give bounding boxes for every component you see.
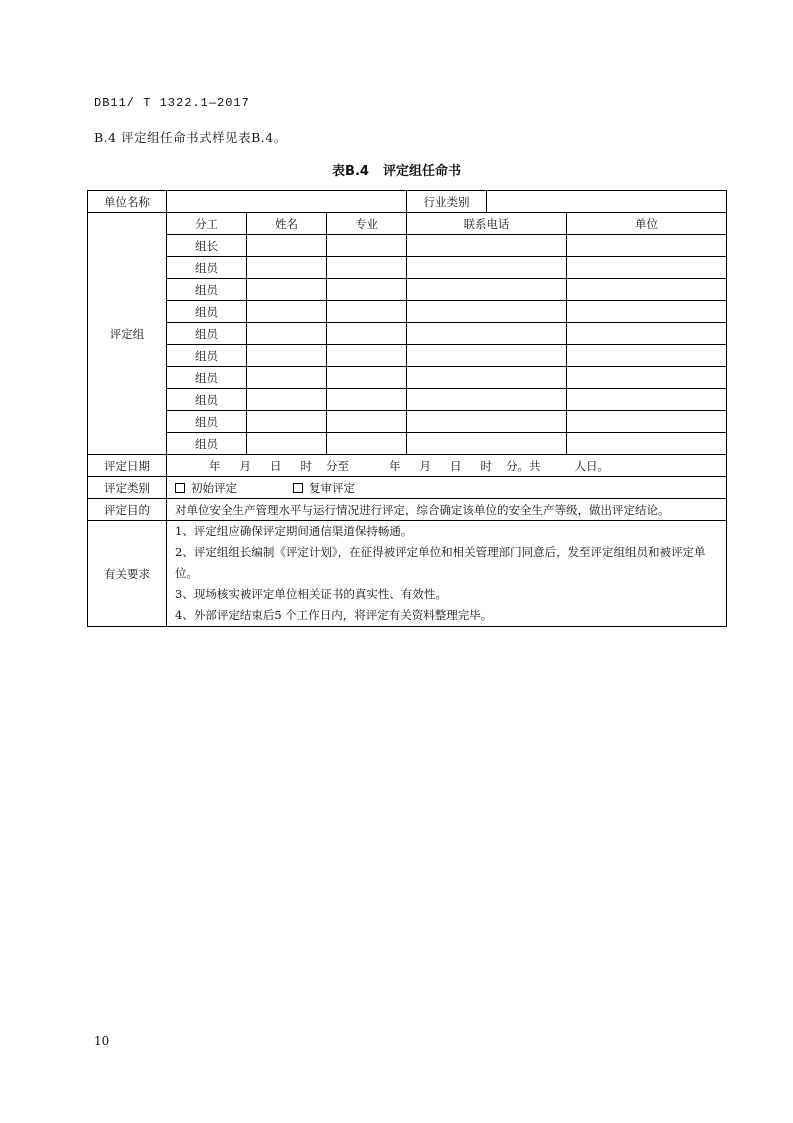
role-cell: 组员 bbox=[167, 389, 247, 411]
member-major-field[interactable] bbox=[327, 389, 407, 411]
member-phone-field[interactable] bbox=[407, 433, 567, 455]
appointment-form-table bbox=[87, 190, 727, 627]
team-member-row bbox=[88, 367, 727, 389]
column-header-major: 专业 bbox=[327, 213, 407, 235]
member-name-field[interactable] bbox=[247, 411, 327, 433]
purpose-text: 对单位安全生产管理水平与运行情况进行评定，综合确定该单位的安全生产等级，做出评定结论。 bbox=[167, 499, 727, 521]
member-phone-field[interactable] bbox=[407, 345, 567, 367]
member-major-field[interactable] bbox=[327, 301, 407, 323]
member-name-field[interactable] bbox=[247, 345, 327, 367]
column-header-role: 分工 bbox=[167, 213, 247, 235]
team-label: 评定组 bbox=[88, 213, 167, 455]
member-name-field[interactable] bbox=[247, 257, 327, 279]
member-phone-field[interactable] bbox=[407, 301, 567, 323]
date-person-days: 人日。 bbox=[574, 458, 609, 473]
intro-text: B.4 评定组任命书式样见表B.4。 bbox=[94, 130, 287, 145]
document-code: DB11/ T 1322.1—2017 bbox=[94, 96, 250, 110]
member-major-field[interactable] bbox=[327, 323, 407, 345]
member-name-field[interactable] bbox=[247, 323, 327, 345]
unit-name-label: 单位名称 bbox=[88, 191, 167, 213]
member-name-field[interactable] bbox=[247, 389, 327, 411]
date-end-month: 月 bbox=[419, 458, 431, 473]
role-cell: 组员 bbox=[167, 367, 247, 389]
member-phone-field[interactable] bbox=[407, 367, 567, 389]
member-phone-field[interactable] bbox=[407, 389, 567, 411]
date-end-year: 年 bbox=[389, 458, 401, 473]
member-name-field[interactable] bbox=[247, 301, 327, 323]
date-start-month: 月 bbox=[239, 458, 251, 473]
member-unit-field[interactable] bbox=[567, 279, 727, 301]
member-major-field[interactable] bbox=[327, 367, 407, 389]
member-unit-field[interactable] bbox=[567, 235, 727, 257]
requirement-item: 2、评定组组长编制《评定计划》，在征得被评定单位和相关管理部门同意后，发至评定组组员和被评定单位。 bbox=[175, 545, 706, 580]
member-unit-field[interactable] bbox=[567, 345, 727, 367]
member-unit-field[interactable] bbox=[567, 433, 727, 455]
role-cell: 组员 bbox=[167, 345, 247, 367]
member-name-field[interactable] bbox=[247, 367, 327, 389]
team-member-row bbox=[88, 323, 727, 345]
option-initial[interactable] bbox=[175, 480, 237, 496]
team-member-row bbox=[88, 411, 727, 433]
member-name-field[interactable] bbox=[247, 433, 327, 455]
member-phone-field[interactable] bbox=[407, 235, 567, 257]
member-major-field[interactable] bbox=[327, 433, 407, 455]
option-review[interactable] bbox=[293, 480, 355, 496]
page-number: 10 bbox=[94, 1034, 110, 1048]
date-field[interactable] bbox=[167, 455, 727, 477]
member-major-field[interactable] bbox=[327, 345, 407, 367]
member-unit-field[interactable] bbox=[567, 367, 727, 389]
member-phone-field[interactable] bbox=[407, 323, 567, 345]
role-cell: 组员 bbox=[167, 301, 247, 323]
member-major-field[interactable] bbox=[327, 411, 407, 433]
category-row bbox=[88, 477, 727, 499]
date-end-minute: 分。共 bbox=[506, 458, 541, 473]
checkbox-icon[interactable] bbox=[293, 483, 303, 493]
table-number: 表B.4 bbox=[332, 164, 369, 179]
industry-label: 行业类别 bbox=[407, 191, 487, 213]
column-header-unit: 单位 bbox=[567, 213, 727, 235]
requirement-item: 3、现场核实被评定单位相关证书的真实性、有效性。 bbox=[175, 587, 447, 601]
column-header-phone: 联系电话 bbox=[407, 213, 567, 235]
role-cell: 组员 bbox=[167, 433, 247, 455]
member-major-field[interactable] bbox=[327, 279, 407, 301]
requirements-label: 有关要求 bbox=[88, 521, 167, 627]
team-member-row bbox=[88, 257, 727, 279]
member-name-field[interactable] bbox=[247, 279, 327, 301]
date-row bbox=[88, 455, 727, 477]
team-member-row bbox=[88, 235, 727, 257]
requirements-row bbox=[88, 521, 727, 627]
date-label: 评定日期 bbox=[88, 455, 167, 477]
category-options bbox=[167, 477, 727, 499]
checkbox-icon[interactable] bbox=[175, 483, 185, 493]
member-phone-field[interactable] bbox=[407, 411, 567, 433]
option-review-label: 复审评定 bbox=[309, 480, 355, 495]
purpose-row bbox=[88, 499, 727, 521]
option-initial-label: 初始评定 bbox=[191, 480, 237, 495]
member-unit-field[interactable] bbox=[567, 389, 727, 411]
requirement-item: 1、评定组应确保评定期间通信渠道保持畅通。 bbox=[175, 524, 413, 538]
team-member-row bbox=[88, 301, 727, 323]
industry-field[interactable] bbox=[487, 191, 727, 213]
date-end-hour: 时 bbox=[480, 458, 492, 473]
role-cell: 组员 bbox=[167, 257, 247, 279]
role-cell: 组员 bbox=[167, 279, 247, 301]
role-cell: 组员 bbox=[167, 411, 247, 433]
team-member-row bbox=[88, 433, 727, 455]
date-start-hour: 时 bbox=[300, 458, 312, 473]
date-start-year: 年 bbox=[209, 458, 221, 473]
team-member-row bbox=[88, 389, 727, 411]
role-cell: 组员 bbox=[167, 323, 247, 345]
member-phone-field[interactable] bbox=[407, 257, 567, 279]
member-unit-field[interactable] bbox=[567, 301, 727, 323]
member-name-field[interactable] bbox=[247, 235, 327, 257]
category-label: 评定类别 bbox=[88, 477, 167, 499]
date-start-day: 日 bbox=[270, 458, 282, 473]
purpose-label: 评定目的 bbox=[88, 499, 167, 521]
date-end-day: 日 bbox=[450, 458, 462, 473]
member-unit-field[interactable] bbox=[567, 323, 727, 345]
team-member-row bbox=[88, 345, 727, 367]
date-start-minute: 分至 bbox=[326, 458, 349, 473]
requirement-item: 4、外部评定结束后5 个工作日内，将评定有关资料整理完毕。 bbox=[175, 608, 493, 622]
member-major-field[interactable] bbox=[327, 257, 407, 279]
member-unit-field[interactable] bbox=[567, 257, 727, 279]
team-header-row bbox=[88, 213, 727, 235]
role-cell: 组长 bbox=[167, 235, 247, 257]
member-unit-field[interactable] bbox=[567, 411, 727, 433]
unit-name-field[interactable] bbox=[167, 191, 407, 213]
unit-row bbox=[88, 191, 727, 213]
table-title bbox=[0, 160, 793, 179]
member-phone-field[interactable] bbox=[407, 279, 567, 301]
table-name: 评定组任命书 bbox=[382, 164, 461, 179]
column-header-name: 姓名 bbox=[247, 213, 327, 235]
member-major-field[interactable] bbox=[327, 235, 407, 257]
team-member-row bbox=[88, 279, 727, 301]
requirements-list bbox=[167, 521, 727, 627]
